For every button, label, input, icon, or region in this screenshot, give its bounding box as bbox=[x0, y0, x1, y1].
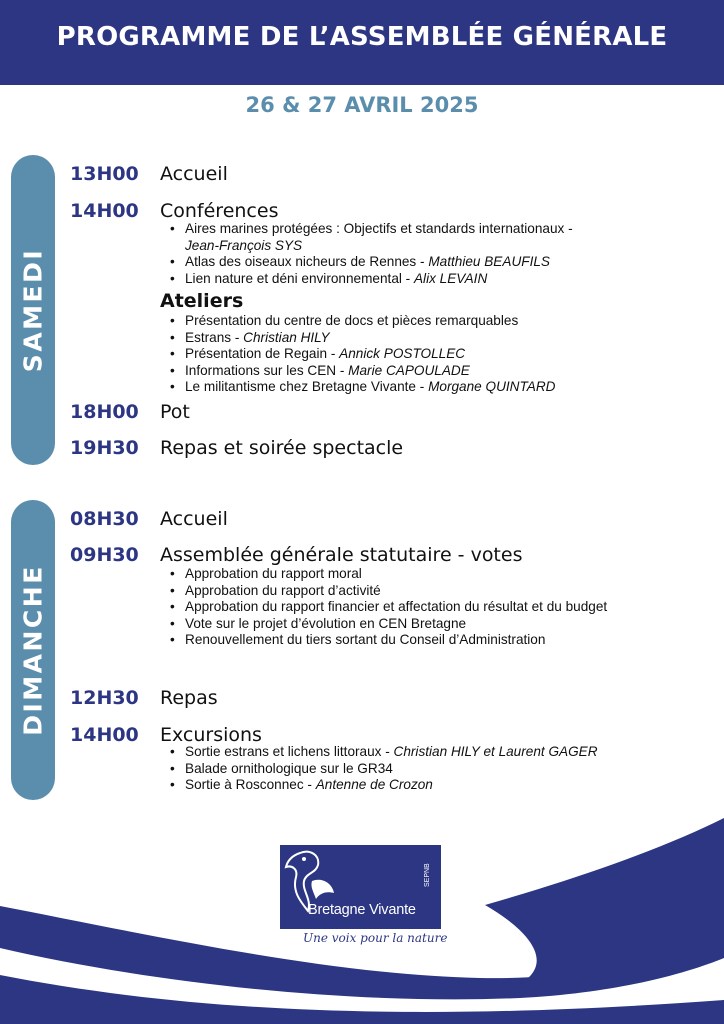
list-item: • Sortie estrans et lichens littoraux - Christian HILY et Laurent GAGER bbox=[167, 744, 707, 761]
title-samedi-accueil: Accueil bbox=[160, 163, 228, 185]
logo-name: Bretagne Vivante bbox=[308, 902, 416, 918]
list-item: • Approbation du rapport d’activité bbox=[167, 583, 637, 600]
list-item: • Approbation du rapport financier et affectation du résultat et du budget bbox=[167, 599, 637, 616]
title-samedi-conferences: Conférences bbox=[160, 200, 279, 222]
event-date: 26 & 27 AVRIL 2025 bbox=[245, 93, 479, 117]
list-item: • Vote sur le projet d’évolution en CEN Bretagne bbox=[167, 616, 637, 633]
time-samedi-1400: 14H00 bbox=[70, 200, 139, 222]
logo-tagline: Une voix pour la nature bbox=[303, 931, 448, 945]
list-item: • Estrans - Christian HILY bbox=[167, 330, 667, 347]
subtitle-ateliers: Ateliers bbox=[160, 290, 244, 312]
list-item: • Le militantisme chez Bretagne Vivante - Morgane QUINTARD bbox=[167, 379, 667, 396]
title-dimanche-excursions: Excursions bbox=[160, 724, 262, 746]
list-item: • Renouvellement du tiers sortant du Conseil d’Administration bbox=[167, 632, 637, 649]
list-item: • Atlas des oiseaux nicheurs de Rennes - Matthieu BEAUFILS bbox=[167, 254, 667, 271]
time-dimanche-1400: 14H00 bbox=[70, 724, 139, 746]
time-samedi-1800: 18H00 bbox=[70, 401, 139, 423]
list-item: • Balade ornithologique sur le GR34 bbox=[167, 761, 707, 778]
list-item: • Sortie à Rosconnec - Antenne de Crozon bbox=[167, 777, 707, 794]
dimanche-label: DIMANCHE bbox=[18, 564, 48, 736]
title-samedi-pot: Pot bbox=[160, 401, 190, 423]
title-dimanche-ag: Assemblée générale statutaire - votes bbox=[160, 544, 523, 566]
list-item: • Présentation du centre de docs et pièces remarquables bbox=[167, 313, 667, 330]
time-dimanche-0930: 09H30 bbox=[70, 544, 139, 566]
time-samedi-1930: 19H30 bbox=[70, 437, 139, 459]
samedi-label: SAMEDI bbox=[18, 247, 48, 373]
list-item: • Aires marines protégées : Objectifs et standards internationaux - Jean-François SYS bbox=[167, 221, 667, 254]
time-dimanche-0830: 08H30 bbox=[70, 508, 139, 530]
time-samedi-1300: 13H00 bbox=[70, 163, 139, 185]
logo-side-text: SEPNB bbox=[424, 863, 431, 887]
time-dimanche-1230: 12H30 bbox=[70, 687, 139, 709]
title-samedi-repas: Repas et soirée spectacle bbox=[160, 437, 404, 459]
list-item: • Lien nature et déni environnemental - Alix LEVAIN bbox=[167, 271, 667, 288]
bretagne-vivante-logo bbox=[280, 845, 441, 929]
list-item: • Présentation de Regain - Annick POSTOLLEC bbox=[167, 346, 667, 363]
page-title: PROGRAMME DE L’ASSEMBLÉE GÉNÉRALE bbox=[56, 22, 668, 52]
list-item: • Informations sur les CEN - Marie CAPOULADE bbox=[167, 363, 667, 380]
list-item: • Approbation du rapport moral bbox=[167, 566, 637, 583]
title-dimanche-accueil: Accueil bbox=[160, 508, 228, 530]
title-dimanche-repas: Repas bbox=[160, 687, 218, 709]
